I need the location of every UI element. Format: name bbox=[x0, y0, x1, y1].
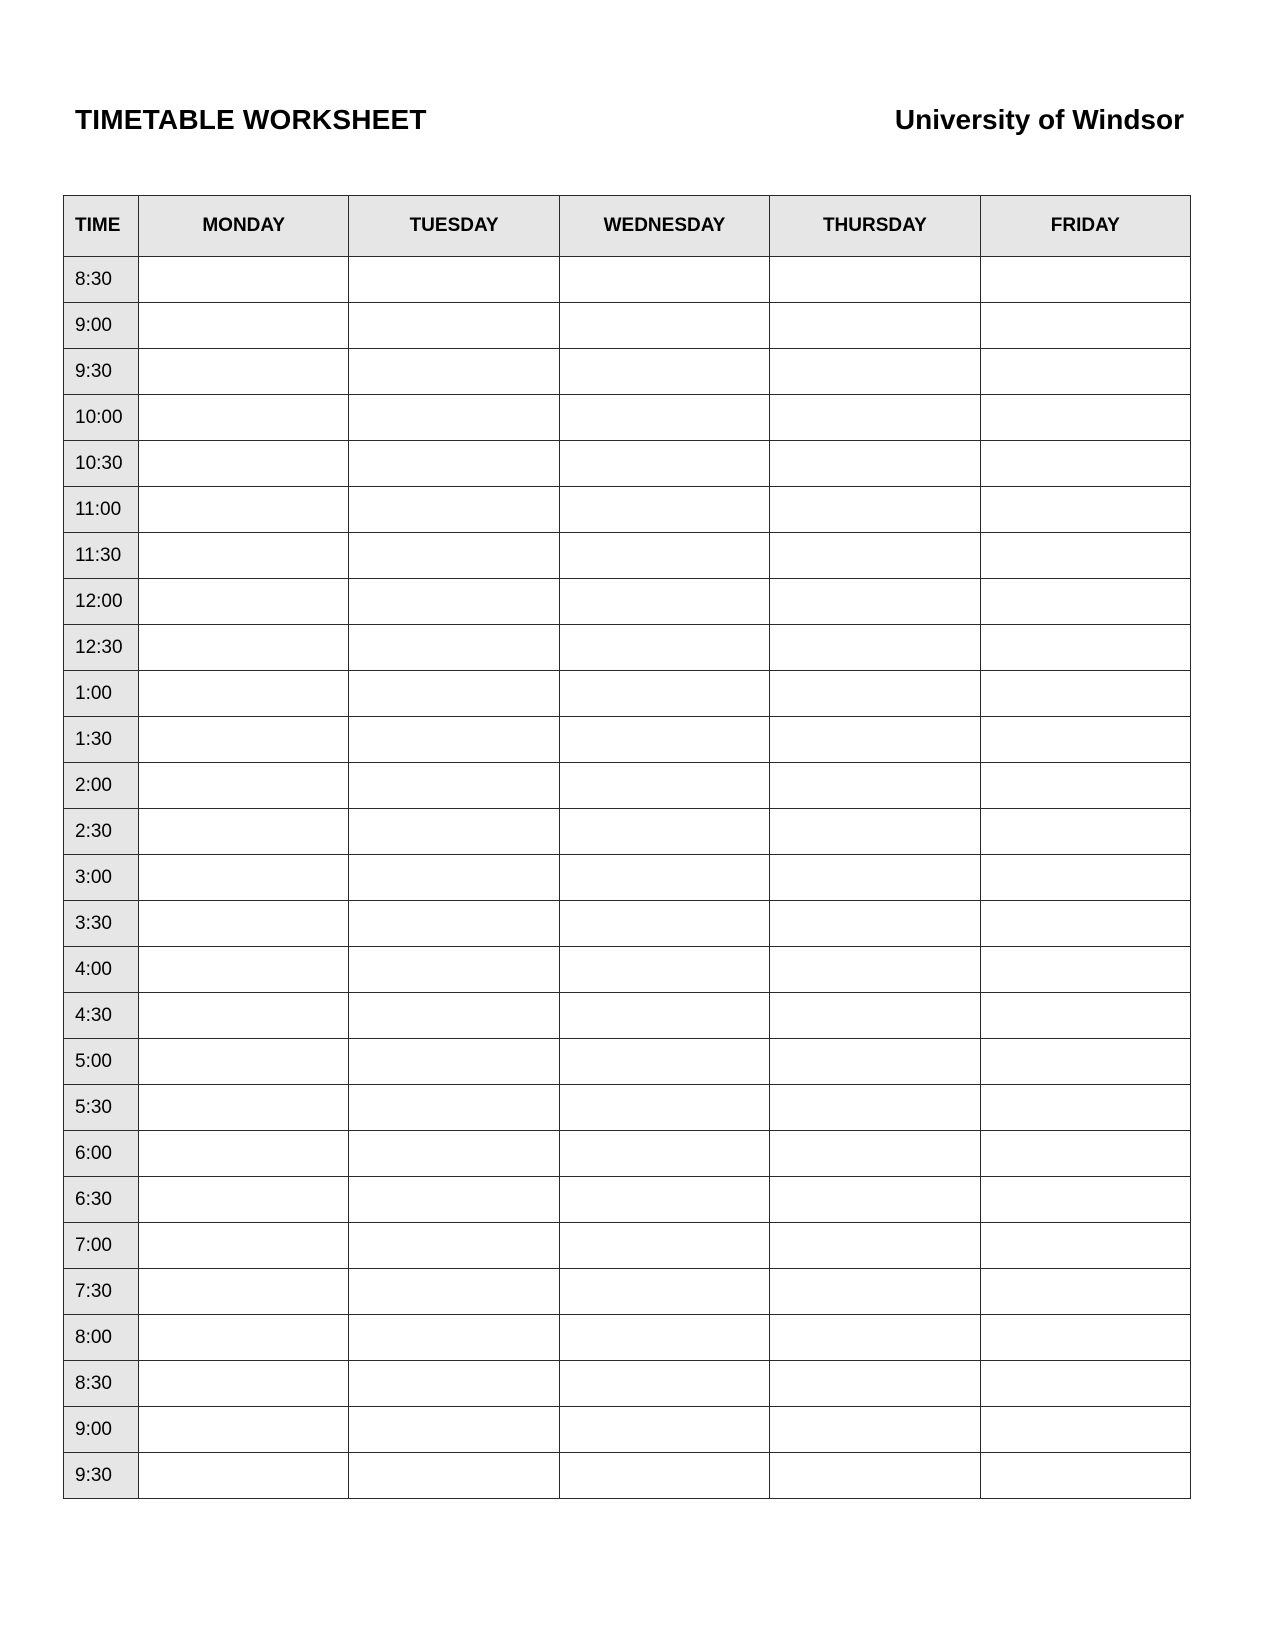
time-slot-label: 5:30 bbox=[64, 1085, 139, 1131]
slot-cell-monday[interactable] bbox=[139, 1453, 349, 1499]
slot-cell-thursday[interactable] bbox=[770, 763, 980, 809]
day-header-wednesday: WEDNESDAY bbox=[559, 196, 769, 257]
slot-cell-thursday[interactable] bbox=[770, 717, 980, 763]
slot-cell-friday[interactable] bbox=[980, 763, 1190, 809]
slot-cell-wednesday[interactable] bbox=[559, 947, 769, 993]
table-row bbox=[64, 855, 1191, 901]
slot-cell-monday[interactable] bbox=[139, 1177, 349, 1223]
slot-cell-monday[interactable] bbox=[139, 625, 349, 671]
slot-cell-monday[interactable] bbox=[139, 763, 349, 809]
slot-cell-friday[interactable] bbox=[980, 1407, 1190, 1453]
table-row bbox=[64, 441, 1191, 487]
slot-cell-wednesday[interactable] bbox=[559, 763, 769, 809]
slot-cell-monday[interactable] bbox=[139, 671, 349, 717]
slot-cell-monday[interactable] bbox=[139, 303, 349, 349]
slot-cell-thursday[interactable] bbox=[770, 625, 980, 671]
slot-cell-tuesday[interactable] bbox=[349, 1131, 559, 1177]
time-slot-label: 8:30 bbox=[64, 257, 139, 303]
time-slot-label: 8:00 bbox=[64, 1315, 139, 1361]
time-slot-label: 12:30 bbox=[64, 625, 139, 671]
slot-cell-tuesday[interactable] bbox=[349, 763, 559, 809]
slot-cell-tuesday[interactable] bbox=[349, 809, 559, 855]
slot-cell-monday[interactable] bbox=[139, 349, 349, 395]
slot-cell-tuesday[interactable] bbox=[349, 395, 559, 441]
time-slot-label: 11:00 bbox=[64, 487, 139, 533]
slot-cell-monday[interactable] bbox=[139, 1269, 349, 1315]
time-slot-label: 9:30 bbox=[64, 349, 139, 395]
slot-cell-tuesday[interactable] bbox=[349, 441, 559, 487]
slot-cell-monday[interactable] bbox=[139, 579, 349, 625]
slot-cell-thursday[interactable] bbox=[770, 809, 980, 855]
slot-cell-tuesday[interactable] bbox=[349, 1315, 559, 1361]
slot-cell-thursday[interactable] bbox=[770, 1453, 980, 1499]
slot-cell-wednesday[interactable] bbox=[559, 671, 769, 717]
slot-cell-tuesday[interactable] bbox=[349, 993, 559, 1039]
table-row bbox=[64, 901, 1191, 947]
slot-cell-wednesday[interactable] bbox=[559, 1361, 769, 1407]
slot-cell-wednesday[interactable] bbox=[559, 1131, 769, 1177]
slot-cell-monday[interactable] bbox=[139, 1223, 349, 1269]
slot-cell-monday[interactable] bbox=[139, 1407, 349, 1453]
slot-cell-thursday[interactable] bbox=[770, 1177, 980, 1223]
slot-cell-monday[interactable] bbox=[139, 1315, 349, 1361]
slot-cell-friday[interactable] bbox=[980, 947, 1190, 993]
time-column-header: TIME bbox=[64, 196, 139, 257]
slot-cell-wednesday[interactable] bbox=[559, 441, 769, 487]
time-slot-label: 9:00 bbox=[64, 303, 139, 349]
slot-cell-thursday[interactable] bbox=[770, 901, 980, 947]
slot-cell-thursday[interactable] bbox=[770, 947, 980, 993]
table-row bbox=[64, 763, 1191, 809]
slot-cell-tuesday[interactable] bbox=[349, 487, 559, 533]
slot-cell-friday[interactable] bbox=[980, 1039, 1190, 1085]
slot-cell-thursday[interactable] bbox=[770, 1269, 980, 1315]
slot-cell-monday[interactable] bbox=[139, 1131, 349, 1177]
slot-cell-friday[interactable] bbox=[980, 533, 1190, 579]
slot-cell-thursday[interactable] bbox=[770, 1223, 980, 1269]
slot-cell-tuesday[interactable] bbox=[349, 1407, 559, 1453]
time-slot-label: 5:00 bbox=[64, 1039, 139, 1085]
time-slot-label: 2:00 bbox=[64, 763, 139, 809]
slot-cell-friday[interactable] bbox=[980, 487, 1190, 533]
slot-cell-tuesday[interactable] bbox=[349, 533, 559, 579]
slot-cell-friday[interactable] bbox=[980, 395, 1190, 441]
time-slot-label: 8:30 bbox=[64, 1361, 139, 1407]
slot-cell-friday[interactable] bbox=[980, 303, 1190, 349]
slot-cell-monday[interactable] bbox=[139, 947, 349, 993]
slot-cell-thursday[interactable] bbox=[770, 579, 980, 625]
slot-cell-monday[interactable] bbox=[139, 395, 349, 441]
table-row bbox=[64, 1039, 1191, 1085]
slot-cell-thursday[interactable] bbox=[770, 1361, 980, 1407]
time-slot-label: 4:30 bbox=[64, 993, 139, 1039]
slot-cell-wednesday[interactable] bbox=[559, 1223, 769, 1269]
slot-cell-tuesday[interactable] bbox=[349, 625, 559, 671]
slot-cell-thursday[interactable] bbox=[770, 1131, 980, 1177]
slot-cell-friday[interactable] bbox=[980, 1361, 1190, 1407]
time-slot-label: 1:30 bbox=[64, 717, 139, 763]
slot-cell-friday[interactable] bbox=[980, 901, 1190, 947]
slot-cell-thursday[interactable] bbox=[770, 1039, 980, 1085]
day-header-monday: MONDAY bbox=[139, 196, 349, 257]
slot-cell-thursday[interactable] bbox=[770, 257, 980, 303]
time-slot-label: 7:00 bbox=[64, 1223, 139, 1269]
slot-cell-friday[interactable] bbox=[980, 1223, 1190, 1269]
table-row bbox=[64, 1269, 1191, 1315]
slot-cell-thursday[interactable] bbox=[770, 1407, 980, 1453]
slot-cell-thursday[interactable] bbox=[770, 533, 980, 579]
time-slot-label: 6:00 bbox=[64, 1131, 139, 1177]
slot-cell-wednesday[interactable] bbox=[559, 901, 769, 947]
table-row bbox=[64, 1407, 1191, 1453]
slot-cell-tuesday[interactable] bbox=[349, 1177, 559, 1223]
slot-cell-wednesday[interactable] bbox=[559, 809, 769, 855]
slot-cell-friday[interactable] bbox=[980, 717, 1190, 763]
table-row bbox=[64, 1177, 1191, 1223]
table-row bbox=[64, 579, 1191, 625]
slot-cell-friday[interactable] bbox=[980, 1269, 1190, 1315]
slot-cell-thursday[interactable] bbox=[770, 441, 980, 487]
slot-cell-wednesday[interactable] bbox=[559, 1453, 769, 1499]
slot-cell-thursday[interactable] bbox=[770, 349, 980, 395]
page-title: TIMETABLE WORKSHEET bbox=[75, 104, 427, 135]
time-slot-label: 10:30 bbox=[64, 441, 139, 487]
slot-cell-thursday[interactable] bbox=[770, 1085, 980, 1131]
slot-cell-wednesday[interactable] bbox=[559, 1315, 769, 1361]
table-row bbox=[64, 349, 1191, 395]
slot-cell-monday[interactable] bbox=[139, 1085, 349, 1131]
slot-cell-tuesday[interactable] bbox=[349, 1085, 559, 1131]
slot-cell-wednesday[interactable] bbox=[559, 625, 769, 671]
table-row bbox=[64, 487, 1191, 533]
day-header-friday: FRIDAY bbox=[980, 196, 1190, 257]
time-slot-label: 3:30 bbox=[64, 901, 139, 947]
table-row bbox=[64, 533, 1191, 579]
slot-cell-tuesday[interactable] bbox=[349, 1361, 559, 1407]
slot-cell-friday[interactable] bbox=[980, 349, 1190, 395]
time-slot-label: 9:30 bbox=[64, 1453, 139, 1499]
slot-cell-friday[interactable] bbox=[980, 579, 1190, 625]
slot-cell-wednesday[interactable] bbox=[559, 349, 769, 395]
slot-cell-monday[interactable] bbox=[139, 1039, 349, 1085]
header-row bbox=[64, 196, 1191, 257]
slot-cell-tuesday[interactable] bbox=[349, 855, 559, 901]
slot-cell-monday[interactable] bbox=[139, 993, 349, 1039]
slot-cell-wednesday[interactable] bbox=[559, 579, 769, 625]
slot-cell-friday[interactable] bbox=[980, 1131, 1190, 1177]
slot-cell-wednesday[interactable] bbox=[559, 395, 769, 441]
slot-cell-monday[interactable] bbox=[139, 855, 349, 901]
timetable-body bbox=[64, 257, 1191, 1499]
slot-cell-monday[interactable] bbox=[139, 441, 349, 487]
time-slot-label: 12:00 bbox=[64, 579, 139, 625]
table-row bbox=[64, 1223, 1191, 1269]
slot-cell-tuesday[interactable] bbox=[349, 1039, 559, 1085]
table-row bbox=[64, 257, 1191, 303]
slot-cell-friday[interactable] bbox=[980, 625, 1190, 671]
slot-cell-wednesday[interactable] bbox=[559, 533, 769, 579]
slot-cell-friday[interactable] bbox=[980, 993, 1190, 1039]
table-row bbox=[64, 1315, 1191, 1361]
slot-cell-thursday[interactable] bbox=[770, 303, 980, 349]
slot-cell-friday[interactable] bbox=[980, 1315, 1190, 1361]
slot-cell-tuesday[interactable] bbox=[349, 579, 559, 625]
slot-cell-wednesday[interactable] bbox=[559, 993, 769, 1039]
slot-cell-thursday[interactable] bbox=[770, 993, 980, 1039]
slot-cell-thursday[interactable] bbox=[770, 1315, 980, 1361]
slot-cell-monday[interactable] bbox=[139, 717, 349, 763]
slot-cell-friday[interactable] bbox=[980, 671, 1190, 717]
time-slot-label: 1:00 bbox=[64, 671, 139, 717]
slot-cell-friday[interactable] bbox=[980, 441, 1190, 487]
slot-cell-wednesday[interactable] bbox=[559, 1085, 769, 1131]
time-slot-label: 9:00 bbox=[64, 1407, 139, 1453]
slot-cell-thursday[interactable] bbox=[770, 487, 980, 533]
timetable-grid bbox=[63, 195, 1191, 1499]
table-row bbox=[64, 1131, 1191, 1177]
slot-cell-tuesday[interactable] bbox=[349, 303, 559, 349]
slot-cell-monday[interactable] bbox=[139, 533, 349, 579]
time-slot-label: 11:30 bbox=[64, 533, 139, 579]
slot-cell-tuesday[interactable] bbox=[349, 947, 559, 993]
table-row bbox=[64, 625, 1191, 671]
slot-cell-friday[interactable] bbox=[980, 1085, 1190, 1131]
slot-cell-wednesday[interactable] bbox=[559, 1039, 769, 1085]
time-slot-label: 10:00 bbox=[64, 395, 139, 441]
slot-cell-tuesday[interactable] bbox=[349, 1223, 559, 1269]
slot-cell-wednesday[interactable] bbox=[559, 717, 769, 763]
time-slot-label: 2:30 bbox=[64, 809, 139, 855]
table-row bbox=[64, 809, 1191, 855]
time-slot-label: 3:00 bbox=[64, 855, 139, 901]
slot-cell-friday[interactable] bbox=[980, 1177, 1190, 1223]
slot-cell-wednesday[interactable] bbox=[559, 1407, 769, 1453]
slot-cell-wednesday[interactable] bbox=[559, 257, 769, 303]
slot-cell-friday[interactable] bbox=[980, 1453, 1190, 1499]
slot-cell-friday[interactable] bbox=[980, 809, 1190, 855]
slot-cell-monday[interactable] bbox=[139, 487, 349, 533]
slot-cell-thursday[interactable] bbox=[770, 855, 980, 901]
slot-cell-tuesday[interactable] bbox=[349, 671, 559, 717]
slot-cell-tuesday[interactable] bbox=[349, 901, 559, 947]
slot-cell-tuesday[interactable] bbox=[349, 1269, 559, 1315]
slot-cell-thursday[interactable] bbox=[770, 395, 980, 441]
slot-cell-wednesday[interactable] bbox=[559, 1269, 769, 1315]
slot-cell-monday[interactable] bbox=[139, 809, 349, 855]
slot-cell-monday[interactable] bbox=[139, 901, 349, 947]
time-slot-label: 4:00 bbox=[64, 947, 139, 993]
table-row bbox=[64, 1361, 1191, 1407]
slot-cell-wednesday[interactable] bbox=[559, 303, 769, 349]
slot-cell-wednesday[interactable] bbox=[559, 1177, 769, 1223]
slot-cell-wednesday[interactable] bbox=[559, 487, 769, 533]
slot-cell-friday[interactable] bbox=[980, 257, 1190, 303]
day-header-thursday: THURSDAY bbox=[770, 196, 980, 257]
table-row bbox=[64, 993, 1191, 1039]
time-slot-label: 7:30 bbox=[64, 1269, 139, 1315]
slot-cell-tuesday[interactable] bbox=[349, 349, 559, 395]
slot-cell-wednesday[interactable] bbox=[559, 855, 769, 901]
day-header-tuesday: TUESDAY bbox=[349, 196, 559, 257]
table-row bbox=[64, 1085, 1191, 1131]
table-row bbox=[64, 303, 1191, 349]
slot-cell-monday[interactable] bbox=[139, 1361, 349, 1407]
slot-cell-friday[interactable] bbox=[980, 855, 1190, 901]
time-slot-label: 6:30 bbox=[64, 1177, 139, 1223]
table-row bbox=[64, 671, 1191, 717]
table-row bbox=[64, 395, 1191, 441]
slot-cell-tuesday[interactable] bbox=[349, 717, 559, 763]
slot-cell-monday[interactable] bbox=[139, 257, 349, 303]
slot-cell-tuesday[interactable] bbox=[349, 257, 559, 303]
table-row bbox=[64, 717, 1191, 763]
slot-cell-tuesday[interactable] bbox=[349, 1453, 559, 1499]
table-row bbox=[64, 947, 1191, 993]
slot-cell-thursday[interactable] bbox=[770, 671, 980, 717]
institution-name: University of Windsor bbox=[894, 104, 1184, 135]
table-row bbox=[64, 1453, 1191, 1499]
